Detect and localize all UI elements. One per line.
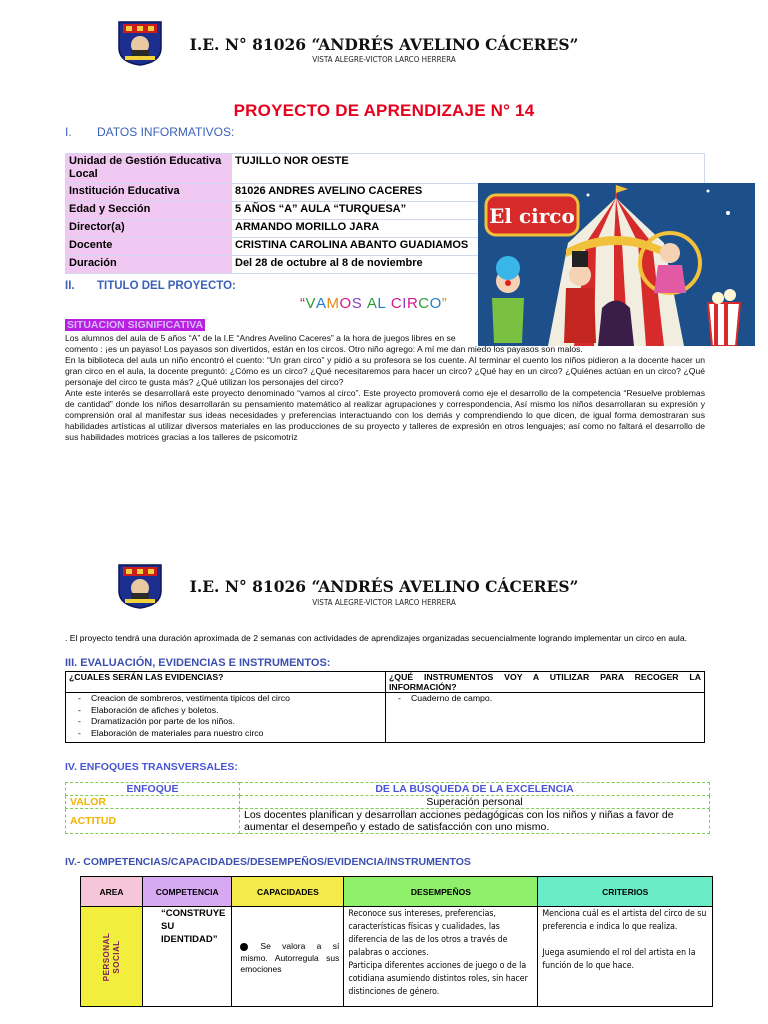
header-criterios: CRITERIOS <box>538 877 713 907</box>
situation-label: SITUACION SIGNIFICATIVA <box>67 319 204 331</box>
info-value: TUJILLO NOR OESTE <box>232 154 705 184</box>
evidence-item: - Dramatización por parte de los niños. <box>69 716 382 728</box>
instrument-item: - Cuaderno de campo. <box>389 693 701 705</box>
evidence-item: - Creacion de sombreros, vestimenta tipicos del circo <box>69 693 382 705</box>
info-key: Director(a) <box>66 220 232 238</box>
section-titulo-proyecto <box>65 280 236 292</box>
competencias-table <box>80 876 713 1007</box>
evidences-cell <box>66 693 386 743</box>
header-capacidades: CAPACIDADES <box>232 877 344 907</box>
valor-label: VALOR <box>66 796 240 809</box>
duration-note: . El proyecto tendrá una duración aproximada de 2 semanas con actividades de aprendizajes organizadas secuencialmente logrando implementar un circo en aula. <box>65 633 687 643</box>
info-value: CRISTINA CAROLINA ABANTO GUADIAMOS <box>232 238 705 256</box>
info-key: Institución Educativa <box>66 184 232 202</box>
school-location: VISTA ALEGRE-VICTOR LARCO HERRERA <box>312 598 456 607</box>
situation-paragraph: comento : ¡es un payaso! Los payasos son divertidos, están en los circos. Otro niño agrego: A mí me dan miedo los payasos son malos. <box>65 344 583 354</box>
circus-sign-text: El circo <box>489 204 575 228</box>
valor-value: Superación personal <box>240 796 710 809</box>
header-competencia: COMPETENCIA <box>143 877 232 907</box>
section-datos-informativos <box>65 125 234 139</box>
section-enfoques-title: IV. ENFOQUES TRANSVERSALES: <box>65 761 238 773</box>
info-key: Duración <box>66 256 232 274</box>
evidences-header: ¿CUALES SERÁN LAS EVIDENCIAS? <box>66 672 386 693</box>
info-key: Docente <box>66 238 232 256</box>
criterio-item: Menciona cuál es el artista del circo de su preferencia e indica lo que realiza. <box>542 909 707 932</box>
competencia-text: “CONSTRUYE SU IDENTIDAD” <box>161 908 226 945</box>
school-location: VISTA ALEGRE-VICTOR LARCO HERRERA <box>312 55 456 64</box>
actitud-label: ACTITUD <box>66 809 240 834</box>
situation-text <box>65 333 705 443</box>
capacidad-text: Se valora a sí mismo. Autorregula sus emociones <box>240 941 340 974</box>
section-evaluacion-title: III. EVALUACIÓN, EVIDENCIAS E INSTRUMENTOS: <box>65 657 331 669</box>
area-label: PERSONAL <box>102 932 111 982</box>
capacidad-cell <box>232 907 344 1007</box>
info-value: 81026 ANDRES AVELINO CACERES <box>232 184 705 202</box>
criterio-item: Juega asumiendo el rol del artista en la función de lo que hace. <box>542 948 696 971</box>
area-label: SOCIAL <box>112 940 121 974</box>
project-name: “VAMOS AL CIRCO” <box>300 295 448 312</box>
bullet-icon <box>240 943 248 951</box>
section-number: II. <box>65 280 75 292</box>
competencia-cell <box>143 907 232 1007</box>
situation-paragraph: En la biblioteca del aula un niño encontró el cuento: “Un gran circo” y pidió a su profesora se los cuente. Al terminar el cuento los niños pidieron a la docente hacer un gran circo en el aula, la docente preguntó: ¿Cómo es un circo? ¿Qué necesitaremos para hacer un circo? ¿Qué hay en un circo? ¿Quiénes actúan en un circo? ¿Qué personaje del circo te gusta más? ¿Qué utilizan los personajes del circo? <box>65 355 705 387</box>
info-row <box>66 154 705 184</box>
instruments-cell <box>386 693 705 743</box>
situation-paragraph: Los alumnos del aula de 5 años “A” de la I.E “Andres Avelino Caceres” a la hora de juegos libres en se <box>65 333 456 343</box>
info-value: 5 AÑOS “A” AULA “TURQUESA” <box>232 202 705 220</box>
section-title: DATOS INFORMATIVOS: <box>97 125 235 139</box>
info-key: Edad y Sección <box>66 202 232 220</box>
evidence-item: - Elaboración de afiches y boletos. <box>69 705 382 717</box>
section-competencias-title: IV.- COMPETENCIAS/CAPACIDADES/DESEMPEÑOS/EVIDENCIA/INSTRUMENTOS <box>65 856 471 868</box>
criterios-cell <box>538 907 713 1007</box>
enfoque-header: ENFOQUE <box>66 783 240 796</box>
section-number: I. <box>65 125 72 139</box>
info-key: Unidad de Gestión Educativa Local <box>66 154 232 184</box>
evaluation-table <box>65 671 705 743</box>
actitud-value: Los docentes planifican y desarrollan acciones pedagógicas con los niños y niñas a favor de aumentar el desempeño y estado de satisfacción con uno mismo. <box>240 809 710 834</box>
enfoques-table <box>65 782 710 834</box>
desempeno-item: Participa diferentes acciones de juego o de la cotidiana asumiendo distintos roles, sin hacer distinciones de género. <box>348 961 528 997</box>
info-value: ARMANDO MORILLO JARA <box>232 220 705 238</box>
header-desempenos: DESEMPEÑOS <box>344 877 538 907</box>
circus-illustration <box>478 183 755 346</box>
desempenos-cell <box>344 907 538 1007</box>
desempeno-item: Reconoce sus intereses, preferencias, características físicas y cualidades, las diferencia de las de los otros a través de palabras o acciones. <box>348 909 508 958</box>
info-value: Del 28 de octubre al 8 de noviembre <box>232 256 705 274</box>
school-name-heading: I.E. N° 81026 “ANDRÉS AVELINO CÁCERES” <box>189 35 579 54</box>
evidence-item: - Elaboración de materiales para nuestro circo <box>69 728 382 740</box>
instruments-header: ¿QUÉ INSTRUMENTOS VOY A UTILIZAR PARA RECOGER LA INFORMACIÓN? <box>386 672 705 693</box>
header-area: AREA <box>81 877 143 907</box>
enfoque-name: DE LA BÚSQUEDA DE LA EXCELENCIA <box>240 783 710 796</box>
project-title: PROYECTO DE APRENDIZAJE N° 14 <box>233 101 535 120</box>
section-title: TITULO DEL PROYECTO: <box>97 280 236 292</box>
school-name-heading: I.E. N° 81026 “ANDRÉS AVELINO CÁCERES” <box>189 577 579 596</box>
area-cell <box>81 907 143 1007</box>
situation-paragraph: Ante este interés se desarrollará este proyecto denominado “vamos al circo”. Este proyecto promoverá como eje el desarrollo de la competencia “Resuelve problemas de cantidad” donde los niños desarrollarán su pensamiento matemático al realizar agrupaciones y correspondencia, Así mismo los niños desarrollaran su expresión y comprensión oral al manifestar sus ideas necesidades y preferencias interactuando con los demás y comprendiendo lo que dicen, de igual forma demostraran sus habilidades artísticas al utilizar diversos materiales en las producciones de su proyecto y talleres de expresión en otros lenguajes; así como no faltará el desarrollo de sus habilidades motrices gracias a los talleres de psicomotriz <box>65 388 705 442</box>
